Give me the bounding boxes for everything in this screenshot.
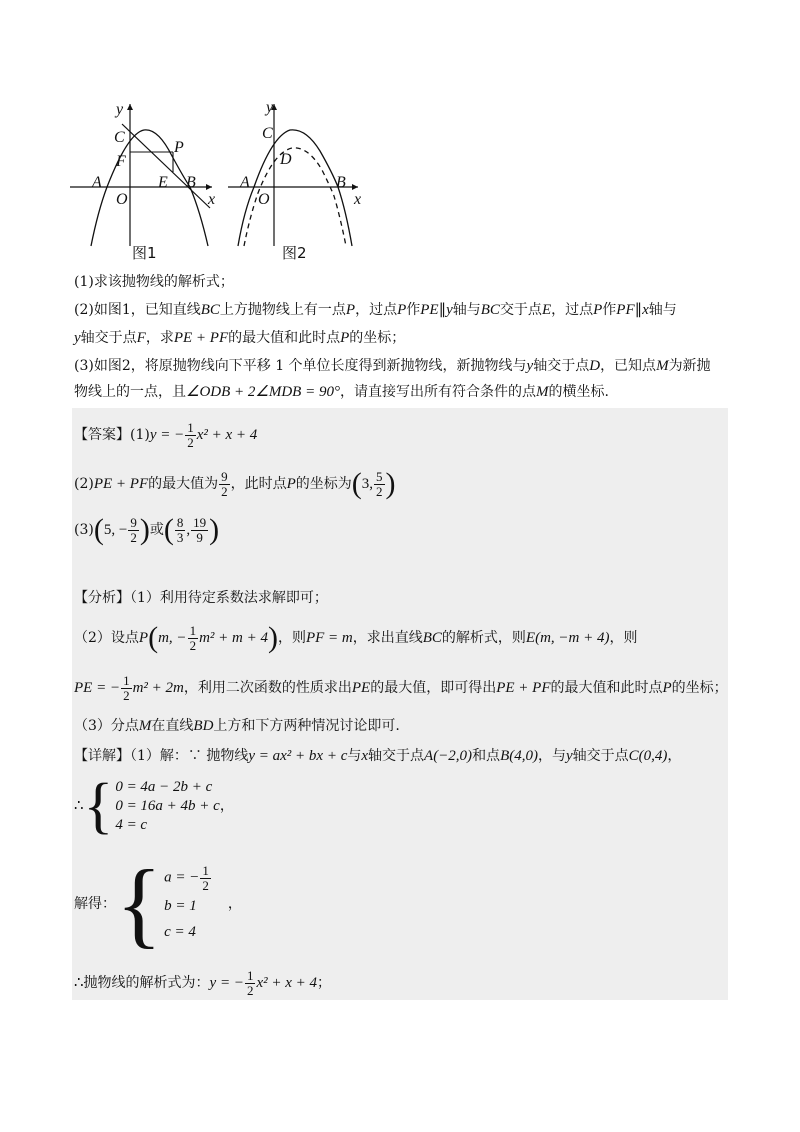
fraction: $\frac{1}{2}$ [189, 622, 197, 653]
fraction: $\frac{1}{2}$ [202, 862, 209, 893]
x-axis-arrow [206, 184, 212, 190]
label-x: x [354, 191, 362, 208]
figure-2-caption: 图2 [282, 244, 307, 262]
fraction: $\frac{1}{2}$ [123, 672, 130, 703]
label-p: P [174, 139, 184, 156]
analysis-1: 【分析】（1）利用待定系数法求解即可； [74, 590, 328, 606]
fraction: $\frac{8}{3}$ [176, 514, 184, 545]
label-c: C [262, 125, 273, 142]
figure-2 [228, 96, 378, 266]
question-3-line-1: (3)如图2，将原抛物线向下平移 1 个单位长度得到新抛物线，新抛物线与y轴交于点D，已知点M为新抛 [74, 358, 711, 374]
label-o: O [116, 191, 128, 208]
answer-2: (2)PE + PF的最大值为 $\frac{9}{2}$ ，此时点P的坐标为(3, $\frac{5}{2}$ ) [74, 467, 396, 500]
label-a: A [240, 174, 250, 191]
answer-1: 【答案】(1)y = − $\frac{1}{2}$ x² + x + 4 [74, 419, 258, 450]
answer-3: (3)(5, − $\frac{9}{2}$ )或( $\frac{8}{3}$ , $\frac{19}{9}$ ) [74, 513, 220, 546]
figure-1 [66, 96, 226, 266]
fraction: $\frac{5}{2}$ [376, 468, 383, 499]
label-d: D [280, 151, 292, 168]
x-axis-arrow [352, 184, 358, 190]
label-a: A [92, 174, 102, 191]
detail-final: ∴抛物线的解析式为：y = − $\frac{1}{2}$ x² + x + 4； [74, 967, 332, 998]
solution-system: { a = − $\frac{1}{2}$ b = 1 c = 4 [116, 850, 209, 957]
question-2-line-1: (2)如图1，已知直线BC上方抛物线上有一点P，过点P作PE∥y轴与BC交于点E，过点P作PF∥x轴与 [74, 302, 677, 318]
system-2: 解得： { a = − $\frac{1}{2}$ b = 1 c = 4 ， [74, 850, 242, 957]
label-b: B [186, 174, 196, 191]
analysis-3: PE = − $\frac{1}{2}$ m² + 2m，利用二次函数的性质求出PE的最大值，即可得出PE + PF的最大值和此时点P的坐标； [74, 672, 728, 703]
label-x: x [208, 191, 216, 208]
analysis-4: （3）分点M在直线BD上方和下方两种情况讨论即可. [74, 718, 400, 734]
detail-1: 【详解】（1）解：∵ 抛物线y = ax² + bx + c与x轴交于点A(−2,0)和点B(4,0)，与y轴交于点C(0,4)， [74, 748, 682, 764]
figure-1-caption: 图1 [132, 244, 157, 262]
label-c: C [114, 129, 125, 146]
question-1: (1)求该抛物线的解析式； [74, 274, 234, 290]
label-o: O [258, 191, 270, 208]
label-f: F [116, 153, 126, 170]
fraction: $\frac{1}{2}$ [187, 419, 194, 450]
equation-system: { 0 = 4a − 2b + c 0 = 16a + 4b + c 4 = c [83, 772, 220, 840]
y-axis-arrow [127, 104, 133, 110]
question-3-line-2: 物线上的一点，且∠ODB + 2∠MDB = 90°，请直接写出所有符合条件的点M的横坐标. [74, 384, 609, 400]
label-b: B [336, 174, 346, 191]
label-y: y [266, 99, 274, 116]
figure-1-svg [66, 96, 226, 266]
label-y: y [116, 101, 124, 118]
question-2-line-2: y轴交于点F，求PE + PF的最大值和此时点P的坐标； [74, 330, 406, 346]
fraction: $\frac{1}{2}$ [246, 967, 254, 998]
parabola-original [238, 130, 352, 246]
analysis-2: （2）设点P(m, − $\frac{1}{2}$ m² + m + 4)，则PF = m，求出直线BC的解析式，则E(m, −m + 4)，则 [74, 621, 638, 654]
fraction: $\frac{19}{9}$ [193, 514, 207, 545]
label-e: E [158, 174, 168, 191]
fraction: $\frac{9}{2}$ [130, 514, 137, 545]
fraction: $\frac{9}{2}$ [221, 468, 228, 499]
line-bc [122, 124, 210, 208]
figure-2-svg [228, 96, 378, 266]
system-1: ∴ { 0 = 4a − 2b + c 0 = 16a + 4b + c 4 = c ， [74, 772, 234, 840]
